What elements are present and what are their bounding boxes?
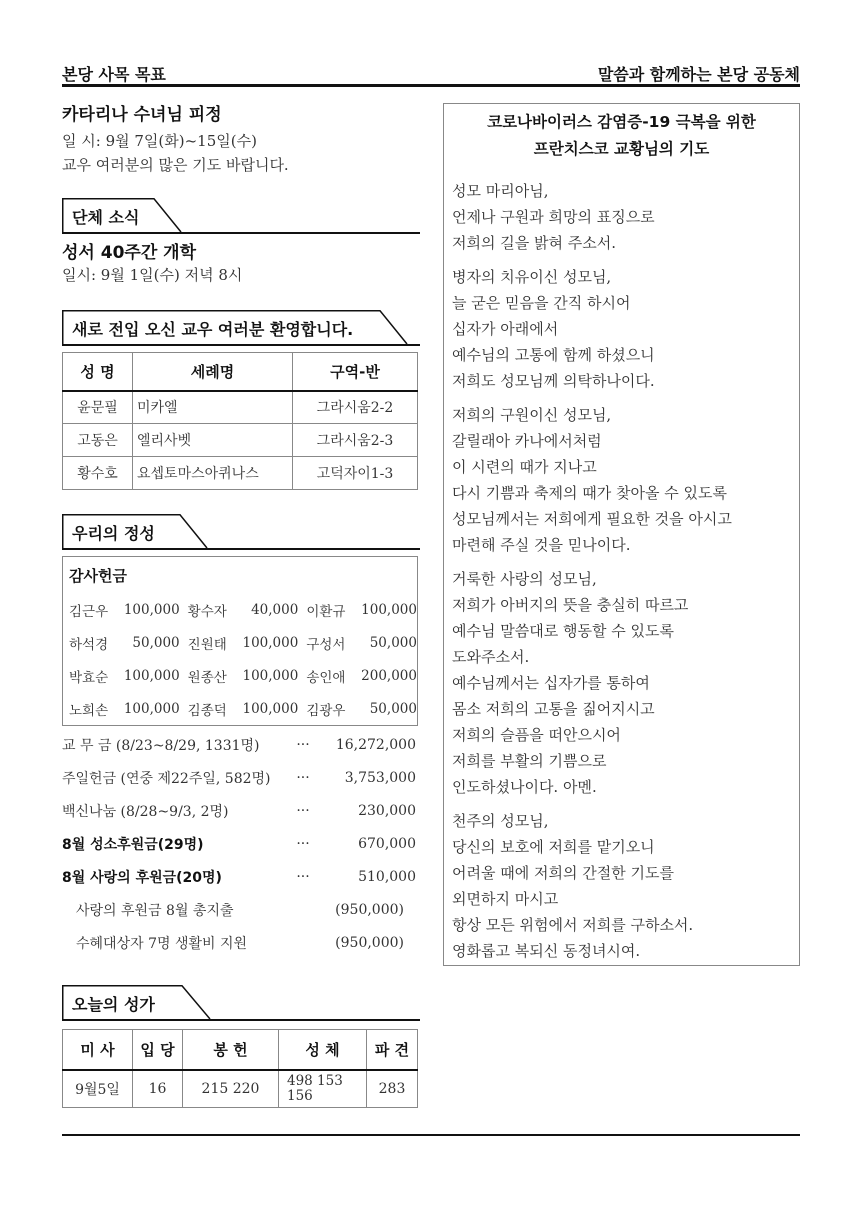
fund-label: 8월 성소후원금(29명) — [62, 836, 204, 853]
donor-name: 구성서 — [306, 636, 346, 653]
column-header: 성 체 — [279, 1030, 367, 1070]
prayer-title-line: 코로나바이러스 감염증-19 극복을 위한 — [487, 113, 756, 131]
column-header: 입 당 — [133, 1030, 183, 1070]
offertory-hymn: 215 220 — [183, 1070, 279, 1108]
prayer-line: 어려울 때에 저희의 간절한 기도를 — [452, 864, 674, 882]
fund-value: 230,000 — [358, 802, 416, 819]
prayer-line: 외면하지 마시고 — [452, 890, 559, 908]
donation-amount: 50,000 — [132, 634, 180, 651]
section-label: 새로 전입 오신 교우 여러분 환영합니다. — [72, 320, 354, 339]
prayer-line: 저희를 부활의 기쁨으로 — [452, 752, 607, 770]
songs-heading — [62, 985, 420, 1021]
fund-value: 3,753,000 — [344, 769, 416, 786]
district: 그라시움2-2 — [293, 391, 418, 424]
prayer-line: 저희의 구원이신 성모님, — [452, 406, 612, 424]
leader-dots: ··· — [296, 769, 310, 786]
fund-row — [62, 860, 416, 893]
prayer-title-line: 프란치스코 교황님의 기도 — [533, 140, 710, 158]
mass-date: 9월5일 — [63, 1070, 133, 1108]
sub-fund-label: 수혜대상자 7명 생활비 지원 — [76, 935, 248, 952]
prayer-line: 이 시련의 때가 지나고 — [452, 458, 597, 476]
sub-fund-row — [62, 926, 416, 959]
prayer-stanza — [452, 264, 791, 394]
prayer-line: 예수님의 고통에 함께 하셨으니 — [452, 346, 655, 364]
fund-row — [62, 794, 416, 827]
donation-amount: 100,000 — [123, 667, 180, 684]
bible-study-date: 일시: 9월 1일(수) 저녁 8시 — [62, 266, 243, 284]
prayer-body — [444, 163, 799, 964]
fund-value: 510,000 — [358, 868, 416, 885]
prayer-line: 도와주소서. — [452, 648, 530, 666]
prayer-stanza — [452, 178, 791, 256]
table-header-row — [63, 1030, 418, 1070]
retreat-notice — [62, 100, 420, 188]
welcome-heading — [62, 310, 420, 346]
prayer-stanza — [452, 566, 791, 800]
section-label: 단체 소식 — [72, 208, 140, 227]
prayer-line: 저희가 아버지의 뜻을 충실히 따르고 — [452, 596, 689, 614]
donor-name: 김근우 — [69, 603, 109, 620]
column-header: 미 사 — [63, 1030, 133, 1070]
prayer-line: 언제나 구원과 희망의 표징으로 — [452, 208, 655, 226]
donor-name: 노희손 — [69, 702, 109, 719]
fund-row — [62, 728, 416, 761]
table-row — [63, 1070, 418, 1108]
column-header: 봉 헌 — [183, 1030, 279, 1070]
fund-row — [62, 827, 416, 860]
prayer-line: 당신의 보호에 저희를 맡기오니 — [452, 838, 655, 856]
sub-fund-label: 사랑의 후원금 8월 총지출 — [76, 902, 234, 919]
prayer-line: 예수님 말씀대로 행동할 수 있도록 — [452, 622, 674, 640]
fund-label: 8월 사랑의 후원금(20명) — [62, 869, 222, 886]
bible-study-notice — [62, 238, 420, 294]
prayer-line: 거룩한 사랑의 성모님, — [452, 570, 597, 588]
donor-name: 하석경 — [69, 636, 109, 653]
donor-name: 진원태 — [187, 636, 227, 653]
bible-study-title: 성서 40주간 개학 — [62, 243, 197, 263]
communion-hymn: 498 153 156 — [279, 1070, 367, 1108]
donation-amount: 100,000 — [361, 601, 417, 618]
prayer-line: 영화롭고 복되신 동정녀시여. — [452, 942, 641, 960]
prayer-line: 갈릴래아 카나에서처럼 — [452, 432, 602, 450]
table-row — [63, 391, 418, 424]
header-rule — [62, 84, 800, 87]
donor-name: 이환규 — [306, 603, 346, 620]
thanksgiving-offering-box — [62, 556, 418, 726]
column-header: 구역-반 — [293, 353, 418, 391]
donation-amount: 100,000 — [123, 700, 180, 717]
leader-dots: ··· — [296, 802, 310, 819]
member-name: 황수호 — [63, 457, 133, 490]
page-header — [62, 60, 800, 86]
prayer-line: 예수님께서는 십자가를 통하여 — [452, 674, 650, 692]
leader-dots: ··· — [296, 736, 310, 753]
donation-amount: 100,000 — [123, 601, 180, 618]
fund-label: 주일헌금 (연중 제22주일, 582명) — [62, 770, 271, 787]
section-label: 우리의 정성 — [72, 524, 155, 543]
prayer-line: 저희도 성모님께 의탁하나이다. — [452, 372, 655, 390]
member-name: 윤문필 — [63, 391, 133, 424]
dismissal-hymn: 283 — [367, 1070, 418, 1108]
column-header: 파 견 — [367, 1030, 418, 1070]
prayer-line: 십자가 아래에서 — [452, 320, 559, 338]
district: 그라시움2-3 — [293, 424, 418, 457]
parish-goal-label: 본당 사목 목표 — [62, 65, 166, 84]
baptismal-name: 미카엘 — [133, 391, 293, 424]
prayer-line: 병자의 치유이신 성모님, — [452, 268, 612, 286]
donor-name: 송인애 — [306, 669, 346, 686]
donor-name: 원종산 — [187, 669, 227, 686]
offering-row — [63, 659, 417, 692]
table-header-row — [63, 353, 418, 391]
prayer-title — [444, 109, 799, 163]
baptismal-name: 엘리사벳 — [133, 424, 293, 457]
hymn-table — [62, 1029, 418, 1108]
offering-row — [63, 626, 417, 659]
prayer-line: 인도하셨나이다. 아멘. — [452, 778, 597, 796]
group-news-heading — [62, 198, 420, 234]
donation-amount: 50,000 — [369, 634, 417, 651]
fund-list — [62, 728, 416, 959]
donation-amount: 50,000 — [369, 700, 417, 717]
donor-name: 김광우 — [306, 702, 346, 719]
prayer-stanza — [452, 808, 791, 964]
donation-amount: 40,000 — [251, 601, 299, 618]
offering-row — [63, 593, 417, 626]
prayer-box — [443, 103, 800, 966]
retreat-date: 일 시: 9월 7일(화)~15일(수) — [62, 132, 257, 150]
fund-label: 백신나눔 (8/28~9/3, 2명) — [62, 803, 229, 820]
fund-value: 16,272,000 — [335, 736, 416, 753]
prayer-line: 성모님께서는 저희에게 필요한 것을 아시고 — [452, 510, 732, 528]
prayer-line: 몸소 저희의 고통을 짊어지시고 — [452, 700, 655, 718]
leader-dots: ··· — [296, 835, 310, 852]
prayer-line: 마련해 주실 것을 믿나이다. — [452, 536, 631, 554]
prayer-line: 성모 마리아님, — [452, 182, 549, 200]
offerings-heading — [62, 514, 420, 550]
retreat-title: 카타리나 수녀님 피정 — [62, 105, 222, 125]
donor-name: 김종덕 — [187, 702, 227, 719]
fund-value: 670,000 — [358, 835, 416, 852]
prayer-line: 천주의 성모님, — [452, 812, 549, 830]
prayer-line: 늘 굳은 믿음을 간직 하시어 — [452, 294, 631, 312]
thanksgiving-title: 감사헌금 — [69, 567, 127, 585]
district: 고덕자이1-3 — [293, 457, 418, 490]
leader-dots: ··· — [296, 868, 310, 885]
offering-row — [63, 692, 417, 725]
table-row — [63, 424, 418, 457]
member-name: 고동은 — [63, 424, 133, 457]
donation-amount: 100,000 — [242, 700, 299, 717]
community-motto: 말씀과 함께하는 본당 공동체 — [597, 65, 800, 84]
table-row — [63, 457, 418, 490]
section-label: 오늘의 성가 — [72, 995, 155, 1014]
prayer-line: 다시 기쁨과 축제의 때가 찾아올 수 있도록 — [452, 484, 727, 502]
column-header: 세례명 — [133, 353, 293, 391]
sub-fund-row — [62, 893, 416, 926]
column-header: 성 명 — [63, 353, 133, 391]
donation-amount: 100,000 — [242, 667, 299, 684]
prayer-line: 저희의 슬픔을 떠안으시어 — [452, 726, 621, 744]
sub-fund-value: (950,000) — [335, 901, 404, 918]
donor-name: 황수자 — [187, 603, 227, 620]
left-column — [62, 96, 420, 1108]
entrance-hymn: 16 — [133, 1070, 183, 1108]
donation-amount: 100,000 — [242, 634, 299, 651]
fund-label: 교 무 금 (8/23~8/29, 1331명) — [62, 737, 260, 754]
fund-row — [62, 761, 416, 794]
prayer-line: 항상 모든 위험에서 저희를 구하소서. — [452, 916, 694, 934]
donor-name: 박효순 — [69, 669, 109, 686]
prayer-line: 저희의 길을 밝혀 주소서. — [452, 234, 616, 252]
sub-fund-value: (950,000) — [335, 934, 404, 951]
donation-amount: 200,000 — [361, 667, 417, 684]
footer-rule — [62, 1134, 800, 1136]
baptismal-name: 요셉토마스아퀴나스 — [133, 457, 293, 490]
welcome-table — [62, 352, 418, 490]
retreat-message: 교우 여러분의 많은 기도 바랍니다. — [62, 156, 289, 174]
prayer-stanza — [452, 402, 791, 558]
